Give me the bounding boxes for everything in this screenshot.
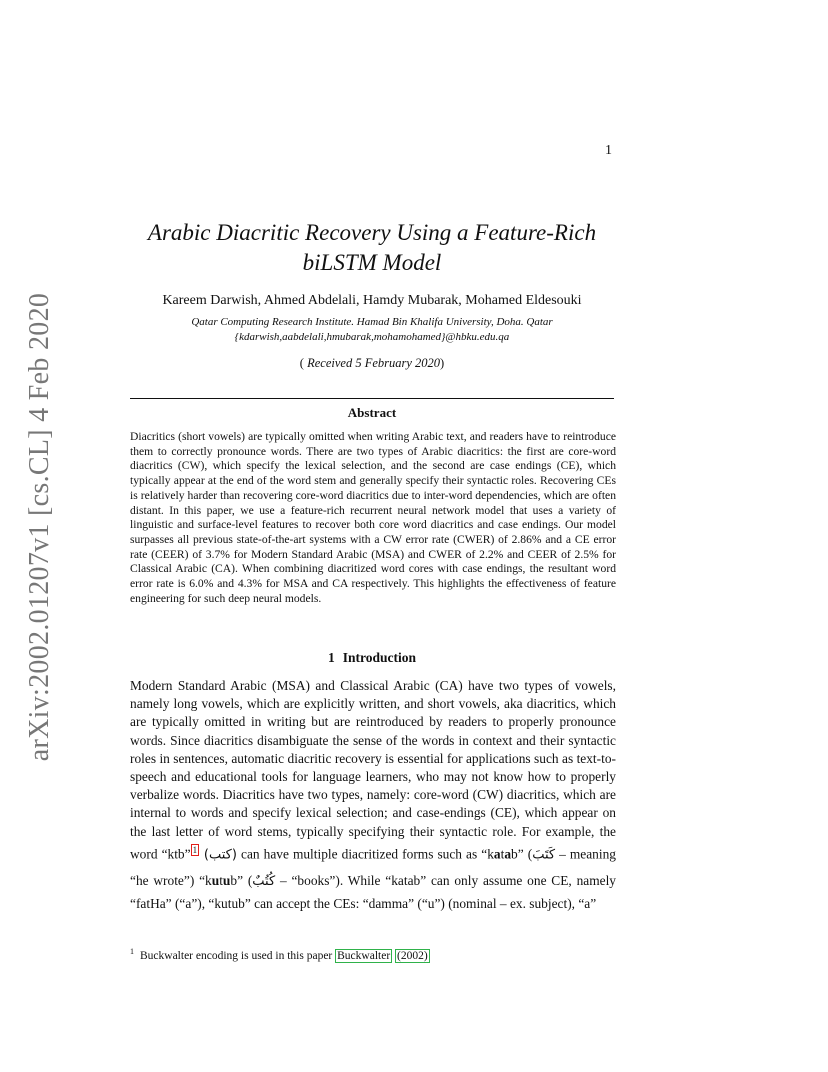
footnote-text: Buckwalter encoding is used in this paper bbox=[140, 949, 336, 962]
katab-diacritic: a bbox=[504, 846, 512, 862]
intro-text-part-5: ” ( bbox=[237, 873, 253, 889]
katab-letter: k bbox=[487, 846, 494, 862]
section-number: 1 bbox=[327, 650, 335, 665]
arabic-word-ktb: (كتب) bbox=[199, 847, 237, 863]
word-katab bbox=[487, 846, 518, 861]
katab-letter: t bbox=[500, 846, 505, 862]
section-title: Introduction bbox=[342, 650, 417, 665]
citation-link-year[interactable]: (2002) bbox=[397, 949, 428, 962]
citation-link-author[interactable]: Buckwalter bbox=[337, 949, 391, 962]
paper-title bbox=[100, 218, 644, 278]
kutub-letter: b bbox=[230, 873, 238, 889]
intro-text-part-4: – meaning “he wrote”) “ bbox=[130, 846, 616, 889]
received-text: Received 5 February 2020 bbox=[307, 356, 441, 370]
received-open-paren: ( bbox=[299, 356, 308, 370]
kutub-letter: k bbox=[205, 873, 212, 889]
intro-text-part-6: – “books”). While “katab” can only assume one CE, namely “fatHa” (“a”), “kutub” can accept the CEs: “damma” (“u”) (nominal – ex. subject), “a” bbox=[130, 873, 616, 912]
section-heading bbox=[130, 650, 614, 666]
author-list: Kareem Darwish, Ahmed Abdelali, Hamdy Mubarak, Mohamed Eldesouki bbox=[162, 293, 582, 308]
title-line-1: Arabic Diacritic Recovery Using a Feature-Rich bbox=[147, 220, 597, 245]
kutub-diacritic: u bbox=[211, 873, 220, 889]
introduction-paragraph bbox=[130, 677, 616, 914]
abstract-heading: Abstract bbox=[347, 405, 397, 420]
katab-diacritic: a bbox=[493, 846, 501, 862]
affiliation-block bbox=[100, 315, 644, 345]
arxiv-id-text: arXiv:2002.01207v1 [cs.CL] 4 Feb 2020 bbox=[24, 292, 56, 762]
header-rule bbox=[130, 398, 614, 399]
author-emails: {kdarwish,aabdelali,hmubarak,mohamohamed}@hbku.edu.qa bbox=[234, 331, 510, 343]
katab-letter: b bbox=[511, 846, 518, 862]
kutub-diacritic: u bbox=[222, 873, 231, 889]
kutub-letter: t bbox=[219, 873, 223, 889]
received-date bbox=[100, 356, 644, 371]
arabic-word-katab: كَتَبَ bbox=[532, 847, 556, 863]
abstract-body: Diacritics (short vowels) are typically omitted when writing Arabic text, and readers have to reintroduce them to correctly pronounce words. There are two types of Arabic diacritics: the first are core-word diacritics (CW), which specify the lexical selection, and the second are case endings (CE), which typically appear at the end of the word stem and generally specify their syntactic roles. Recovering CEs is relatively harder than recovering core-word diacritics due to inter-word dependencies, which are often distant. In this paper, we use a feature-rich recurrent neural network model that uses a variety of linguistic and surface-level features to recover both core word diacritics and case endings. Our model surpasses all previous state-of-the-art systems with a CW error rate (CWER) of 2.86% and a CE error rate (CEER) of 3.7% for Modern Standard Arabic (MSA) and CWER of 2.2% and CEER of 2.5% for Classical Arabic (CA). When combining diacritized word cores with case endings, the resultant word error rate is 6.0% and 4.3% for MSA and CA respectively. This highlights the effectiveness of feature engineering for such deep neural models. bbox=[130, 430, 616, 605]
word-kutub bbox=[205, 873, 237, 888]
page-number: 1 bbox=[605, 143, 612, 158]
received-close-paren: ) bbox=[440, 356, 445, 370]
arxiv-identifier bbox=[20, 292, 60, 762]
footnote-link[interactable]: 1 bbox=[192, 844, 198, 855]
title-line-2: biLSTM Model bbox=[302, 250, 442, 275]
footnote-mark: 1 bbox=[130, 947, 134, 956]
footnote bbox=[130, 947, 616, 962]
intro-text-part-1: Modern Standard Arabic (MSA) and Classical Arabic (CA) have two types of vowels, namely long vowels, which are explicitly written, and short vowels, aka diacritics, which are typically omitted in writing but are reintroduced by readers to properly pronounce words. Since diacritics disambiguate the sense of the words in context and their syntactic roles in sentences, automatic diacritic recovery is essential for applications such as text-to-speech and educational tools for language learners, who may not know how to properly verbalize words. Diacritics have two types, namely: core-word (CW) diacritics, which are internal to words and specify lexical selection; and case-endings (CE), which appear on the last letter of word stems, typically specifying their syntactic role. For example, the word “ktb” bbox=[130, 678, 616, 862]
affiliation: Qatar Computing Research Institute. Hamad Bin Khalifa University, Doha. Qatar bbox=[191, 316, 553, 328]
arabic-word-kutub: كُتُبٌ bbox=[252, 874, 276, 890]
intro-text-part-2: can have multiple diacritized forms such as “ bbox=[236, 846, 488, 862]
intro-text-part-3: ” ( bbox=[517, 846, 533, 862]
